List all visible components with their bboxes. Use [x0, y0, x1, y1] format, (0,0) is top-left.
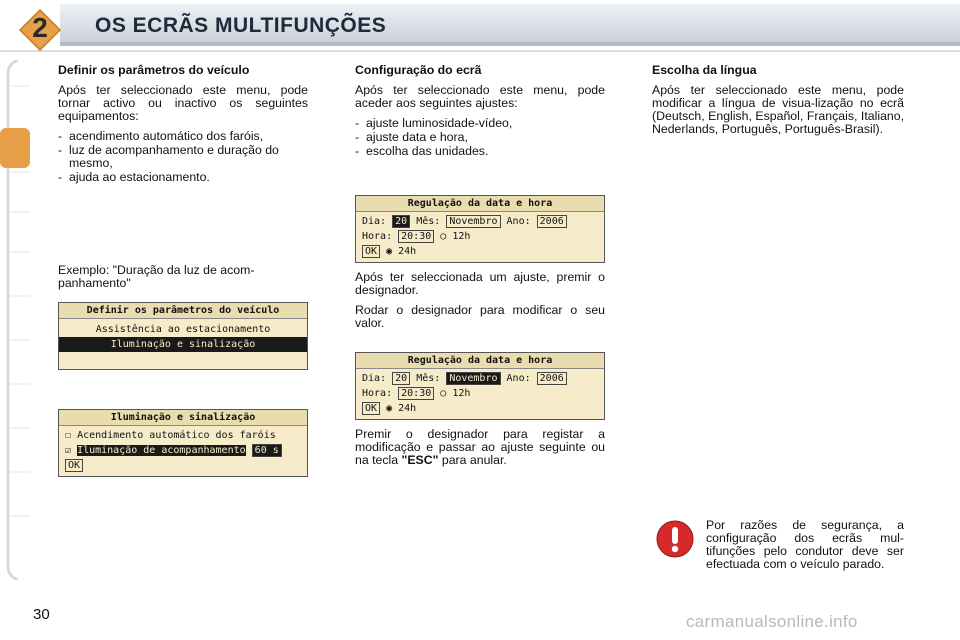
lcd-screen-date-time-2 — [355, 352, 605, 420]
section-screen-config — [355, 64, 605, 164]
paragraph: Por razões de segurança, a configuração dos ecrãs mul-tifunções pelo condutor deve ser efectuada com o veículo parado. — [706, 518, 904, 571]
equipment-list — [58, 130, 308, 184]
year-field: 2006 — [537, 215, 567, 228]
settings-list — [355, 117, 605, 158]
day-label: Dia: — [362, 373, 387, 384]
section-heading: Configuração do ecrã — [355, 63, 482, 77]
esc-key-label: "ESC" — [401, 453, 439, 467]
month-field: Novembro — [446, 215, 500, 228]
ok-button: OK — [65, 459, 83, 472]
section-heading: Definir os parâmetros do veículo — [58, 63, 250, 77]
option-follow-me-lighting — [59, 443, 307, 458]
day-field: 20 — [392, 215, 410, 228]
hour-label: Hora: — [362, 231, 393, 242]
paragraph: Após ter seleccionado este menu, pode tornar activo ou inactivo os seguintes equipamentos: — [58, 83, 308, 123]
section-language — [652, 64, 904, 143]
time-row — [356, 229, 604, 244]
month-field: Novembro — [446, 372, 500, 385]
paragraph: Após ter seleccionada um ajuste, premir o designador. — [355, 270, 605, 297]
format-12h: 12h — [452, 231, 471, 242]
ok-row — [356, 244, 604, 259]
exclamation-icon — [656, 520, 694, 558]
checkbox-empty-icon: ☐ — [65, 430, 72, 441]
instructions-1 — [355, 271, 605, 337]
section-vehicle-params — [58, 64, 308, 190]
year-label: Ano: — [506, 216, 531, 227]
list-item: - luz de acompanhamento e duração do mesmo, — [58, 144, 308, 170]
paragraph: Exemplo: "Duração da luz de acom-panhamento" — [58, 263, 255, 290]
side-tab-strip — [0, 60, 36, 580]
chapter-number: 2 — [32, 12, 48, 43]
lcd-screen-date-time-1 — [355, 195, 605, 263]
month-label: Mês: — [416, 373, 441, 384]
text-fragment: Premir o designador para registar a modificação e passar ao ajuste seguinte ou na tecla — [355, 427, 605, 467]
paragraph: Após ter seleccionado este menu, pode modificar a língua de visua-lização no ecrã (Deutsch, English, Español, Français, Italiano, Nederlands, Português, Português-Brasil). — [652, 83, 904, 136]
lcd-screen-vehicle-params — [58, 302, 308, 370]
screen-title: Regulação da data e hora — [356, 196, 604, 212]
time-row — [356, 386, 604, 401]
hour-field: 20:30 — [398, 387, 434, 400]
radio-empty-icon: ○ — [440, 231, 447, 242]
list-item: - escolha das unidades. — [355, 145, 605, 158]
hour-label: Hora: — [362, 388, 393, 399]
list-item: - ajuste luminosidade-vídeo, — [355, 117, 605, 130]
date-row — [356, 369, 604, 386]
checkbox-checked-icon: ☑ — [65, 445, 72, 456]
year-field: 2006 — [537, 372, 567, 385]
active-tab-marker — [0, 128, 30, 168]
ok-row — [356, 401, 604, 416]
option-auto-headlights — [59, 426, 307, 443]
radio-selected-icon: ◉ — [386, 246, 393, 257]
format-24h: 24h — [398, 246, 417, 257]
ok-row — [59, 458, 307, 473]
instructions-2 — [355, 428, 605, 474]
month-label: Mês: — [416, 216, 441, 227]
screen-title: Iluminação e sinalização — [59, 410, 307, 426]
section-heading: Escolha da língua — [652, 63, 757, 77]
lcd-screen-lighting — [58, 409, 308, 477]
ok-button: OK — [362, 245, 380, 258]
list-item: - acendimento automático dos faróis, — [58, 130, 308, 143]
day-label: Dia: — [362, 216, 387, 227]
format-24h: 24h — [398, 403, 417, 414]
text-fragment: para anular. — [438, 453, 507, 467]
watermark: carmanualsonline.info — [686, 612, 858, 631]
option-label: Iluminação de acompanhamento — [77, 445, 246, 456]
list-item: - ajuste data e hora, — [355, 131, 605, 144]
radio-selected-icon: ◉ — [386, 403, 393, 414]
year-label: Ano: — [506, 373, 531, 384]
warning-note — [706, 519, 904, 578]
hour-field: 20:30 — [398, 230, 434, 243]
menu-item-lighting: Iluminação e sinalização — [59, 337, 307, 352]
page-number: 30 — [33, 606, 50, 623]
ok-button: OK — [362, 402, 380, 415]
paragraph: Rodar o designador para modificar o seu valor. — [355, 303, 605, 330]
duration-value: 60 s — [252, 444, 282, 457]
paragraph: Após ter seleccionado este menu, pode aceder aos seguintes ajustes: — [355, 83, 605, 110]
screen-title: Definir os parâmetros do veículo — [59, 303, 307, 319]
radio-empty-icon: ○ — [440, 388, 447, 399]
screen-title: Regulação da data e hora — [356, 353, 604, 369]
paragraph — [355, 428, 605, 467]
date-row — [356, 212, 604, 229]
example-caption — [58, 264, 308, 297]
option-label: Acendimento automático dos faróis — [77, 430, 276, 441]
page-title: OS ECRÃS MULTIFUNÇÕES — [95, 14, 387, 37]
menu-item-parking-assist: Assistência ao estacionamento — [95, 324, 271, 335]
format-12h: 12h — [452, 388, 471, 399]
day-field: 20 — [392, 372, 410, 385]
list-item: - ajuda ao estacionamento. — [58, 171, 308, 184]
